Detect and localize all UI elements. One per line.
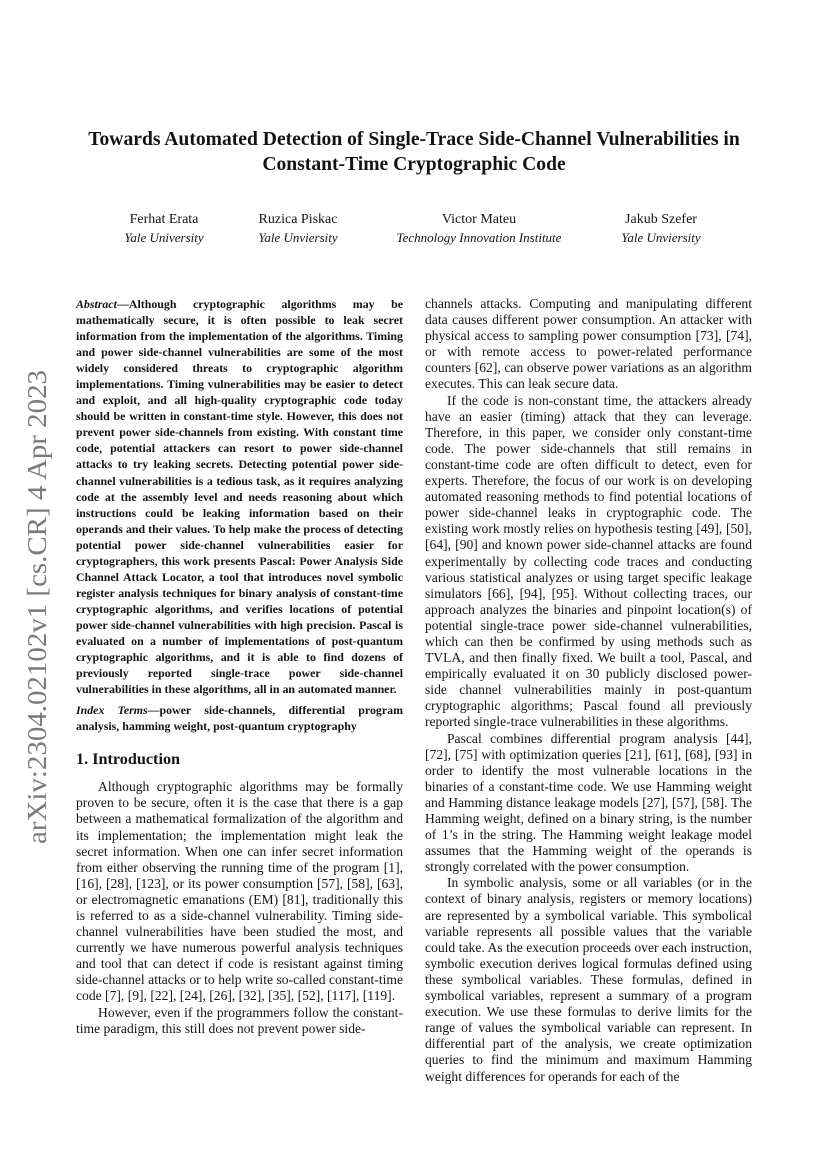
- author-4: [621, 211, 700, 247]
- author-affiliation: Technology Innovation Institute: [396, 230, 562, 245]
- author-name: Jakub Szefer: [625, 212, 697, 227]
- right-column: [425, 296, 752, 1085]
- author-name: Victor Mateu: [441, 212, 517, 227]
- index-terms-lead: Index Terms: [76, 703, 148, 718]
- abstract: [76, 296, 403, 697]
- title-line-1: Towards Automated Detection of Single-Trace Side-Channel Vulnerabilities in: [88, 129, 740, 150]
- author-3: [397, 211, 562, 247]
- abstract-text: —Although cryptographic algorithms may be mathematically secure, it is often possible to leak secret information from the implementation of the algorithms. Timing and power side-channel vulnerabilities are some of the most widely considered threats to cryptographic algorithm implementations. Timing vulnerabilities may be easier to detect and exploit, and all high-quality cryptographic code today should be written in constant-time style. However, this does not prevent power side-channels from existing. With constant time code, potential attackers can resort to power side-channel attacks to try leaking secrets. Detecting potential power side-channel vulnerabilities is a tedious task, as it requires analyzing code at the assembly level and needs reasoning about which instructions could be leaking information based on their operands and their values. To help make the process of detecting potential power side-channel vulnerabilities easier for cryptographers, this work presents Pascal: Power Analysis Side Channel Attack Locator, a tool that introduces novel symbolic register analysis techniques for binary analysis of constant-time cryptographic algorithms, and verifies locations of potential power side-channel vulnerabilities with high precision. Pascal is evaluated on a number of implementations of post-quantum cryptographic algorithms, and it is able to find dozens of previously reported single-trace power side-channel vulnerabilities in these algorithms, all in an automated manner.: [76, 297, 403, 697]
- author-affiliation: Yale Unviersity: [621, 230, 701, 245]
- author-block: [0, 211, 828, 251]
- section-heading: 1. Introduction: [76, 750, 181, 769]
- author-2: [258, 211, 337, 247]
- arxiv-identifier-text: arXiv:2304.02102v1 [cs.CR] 4 Apr 2023: [22, 401, 52, 844]
- left-column: [76, 296, 403, 1037]
- author-name: Ferhat Erata: [129, 212, 199, 227]
- paragraph: Pascal combines differential program analysis [44], [72], [75] with optimization queries [21], [61], [68], [93] in order to identify the most vulnerable locations in the binaries of a constant-time code. We use Hamming weight and Hamming distance leakage models [27], [57], [58]. The Hamming weight, defined on a binary string, is the number of 1’s in the string. The Hamming weight leakage model assumes that the Hamming weight of the operands is strongly correlated with the power consumption.: [425, 730, 752, 875]
- title-line-2: Constant-Time Cryptographic Code: [262, 154, 566, 175]
- paragraph: channels attacks. Computing and manipulating different data causes different power consumption. An attacker with physical access to sampling power consumption [73], [74], or with remote access to power-related performance counters [62], can observe power variations as an algorithm executes. This can leak secure data.: [425, 296, 752, 392]
- paragraph: If the code is non-constant time, the attackers already have an easier (timing) attack that they can leverage. Therefore, in this paper, we consider only constant-time code. The power side-channels that still remains in constant-time code are often difficult to detect, even for experts. Therefore, the focus of our work is on developing automated reasoning methods to find potential locations of power side-channel leaks in cryptographic code. The existing work mostly relies on hypothesis testing [49], [50], [64], [90] and known power side-channel attacks are found experimentally by collecting code traces and conducting various statistical analyzes or using target specific leakage simulators [66], [94], [95]. Without collecting traces, our approach analyzes the binaries and pinpoint location(s) of potential single-trace power side-channel vulnerabilities, which can then be confirmed by using methods such as TVLA, and then finally fixed. We built a tool, Pascal, and empirically evaluated it on 30 publicly disclosed power-side channel vulnerabilities mainly in post-quantum cryptographic algorithms; Pascal found all previously reported single-trace vulnerabilities in these algorithms.: [425, 392, 752, 730]
- abstract-lead: Abstract: [76, 297, 117, 311]
- paragraph: In symbolic analysis, some or all variables (or in the context of binary analysis, registers or memory locations) are represented by a symbolical variable. This symbolical variable represents all possible values that the variable could take. As the execution proceeds over each instruction, symbolic execution derives logical formulas defined using these symbolical variables. These formulas, defined in symbolical variables, represent a summary of a program execution. We use these formulas to derive limits for the range of values the symbolical variable can represent. In differential part of the analysis, we create optimization queries to find the minimum and maximum Hamming weight differences for operands for each of the: [425, 875, 752, 1084]
- paragraph: However, even if the programmers follow the constant-time paradigm, this still does not prevent power side-: [76, 1004, 403, 1036]
- author-affiliation: Yale University: [124, 230, 204, 245]
- author-name: Ruzica Piskac: [258, 212, 338, 227]
- author-1: [124, 211, 203, 247]
- paper-title: [60, 127, 768, 177]
- arxiv-identifier: [22, 368, 52, 846]
- index-terms-text: —power side-channels, differential program analysis, hamming weight, post-quantum cryptography: [76, 703, 403, 734]
- index-terms: [76, 702, 403, 734]
- paragraph: Although cryptographic algorithms may be formally proven to be secure, often it is the case that there is a gap between a mathematical formalization of the algorithm and its implementation; the implementation might leak the secret information. When one can infer secret information from either observing the running time of the program [1], [16], [28], [123], or its power consumption [57], [58], [63], or electromagnetic emanations (EM) [81], traditionally this is referred to as a side-channel vulnerability. Timing side-channel vulnerabilities have been studied the most, and currently we have numerous powerful analysis techniques and tool that can detect if code is resistant against timing side-channel attacks or to help write so-called constant-time code [7], [9], [22], [24], [26], [32], [35], [52], [117], [119].: [76, 779, 403, 1004]
- author-affiliation: Yale Unviersity: [258, 230, 338, 245]
